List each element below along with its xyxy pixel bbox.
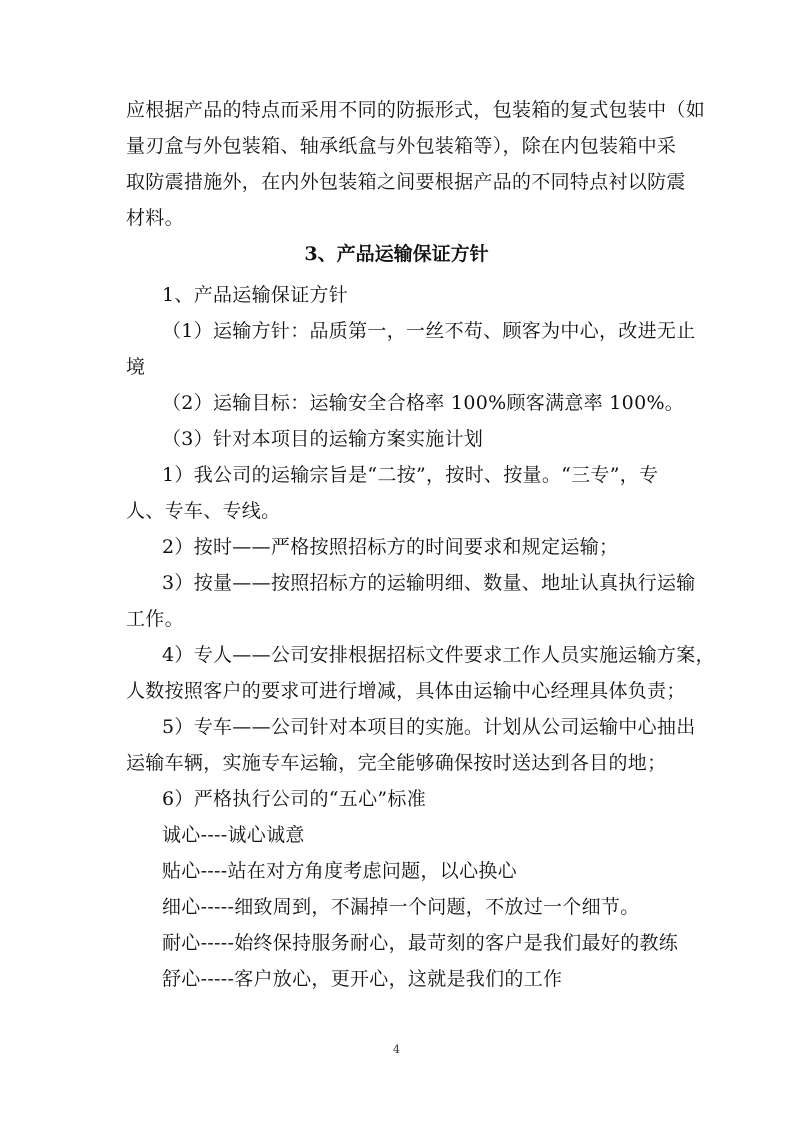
body-line: 5）专车——公司针对本项目的实施。计划从公司运输中心抽出	[162, 716, 696, 738]
body-line: 工作。	[126, 608, 184, 630]
section-heading: 3、产品运输保证方针	[304, 243, 489, 265]
paragraph-line: 取防震措施外，在内外包装箱之间要根据产品的不同特点衬以防震	[126, 171, 686, 193]
body-line: 人、专车、专线。	[126, 500, 281, 522]
body-line: 2）按时——严格按照招标方的时间要求和规定运输；	[162, 536, 619, 558]
body-line: 4）专人——公司安排根据招标文件要求工作人员实施运输方案，	[162, 644, 715, 666]
body-line: 1、产品运输保证方针	[162, 284, 349, 306]
body-line: （2）运输目标：运输安全合格率 100%顾客满意率 100%。	[162, 392, 685, 414]
body-line: 耐心-----始终保持服务耐心，最苛刻的客户是我们最好的教练	[162, 932, 679, 954]
body-line: 1）我公司的运输宗旨是“二按”，按时、按量。“三专”，专	[162, 464, 659, 486]
body-line: 贴心----站在对方角度考虑问题，以心换心	[162, 860, 517, 882]
body-line: 6）严格执行公司的“五心”标准	[162, 788, 427, 810]
paragraph-line: 应根据产品的特点而采用不同的防振形式，包装箱的复式包装中（如	[126, 99, 706, 121]
body-line: 3）按量——按照招标方的运输明细、数量、地址认真执行运输	[162, 572, 696, 594]
paragraph-line: 材料。	[126, 207, 184, 229]
body-line: 境	[126, 356, 146, 378]
body-line: （3）针对本项目的运输方案实施计划	[162, 428, 484, 450]
body-line: 诚心----诚心诚意	[162, 824, 305, 846]
body-line: 人数按照客户的要求可进行增减，具体由运输中心经理具体负责；	[126, 680, 686, 702]
body-line: 细心-----细致周到，不漏掉一个问题，不放过一个细节。	[162, 896, 640, 918]
body-line: 舒心-----客户放心，更开心，这就是我们的工作	[162, 968, 563, 990]
body-line: 运输车辆，实施专车运输，完全能够确保按时送达到各目的地；	[126, 752, 667, 774]
page-number: 4	[393, 1043, 400, 1056]
paragraph-line: 量刃盒与外包装箱、轴承纸盒与外包装箱等），除在内包装箱中采	[126, 135, 677, 157]
body-line: （1）运输方针：品质第一，一丝不苟、顾客为中心，改进无止	[162, 320, 696, 342]
